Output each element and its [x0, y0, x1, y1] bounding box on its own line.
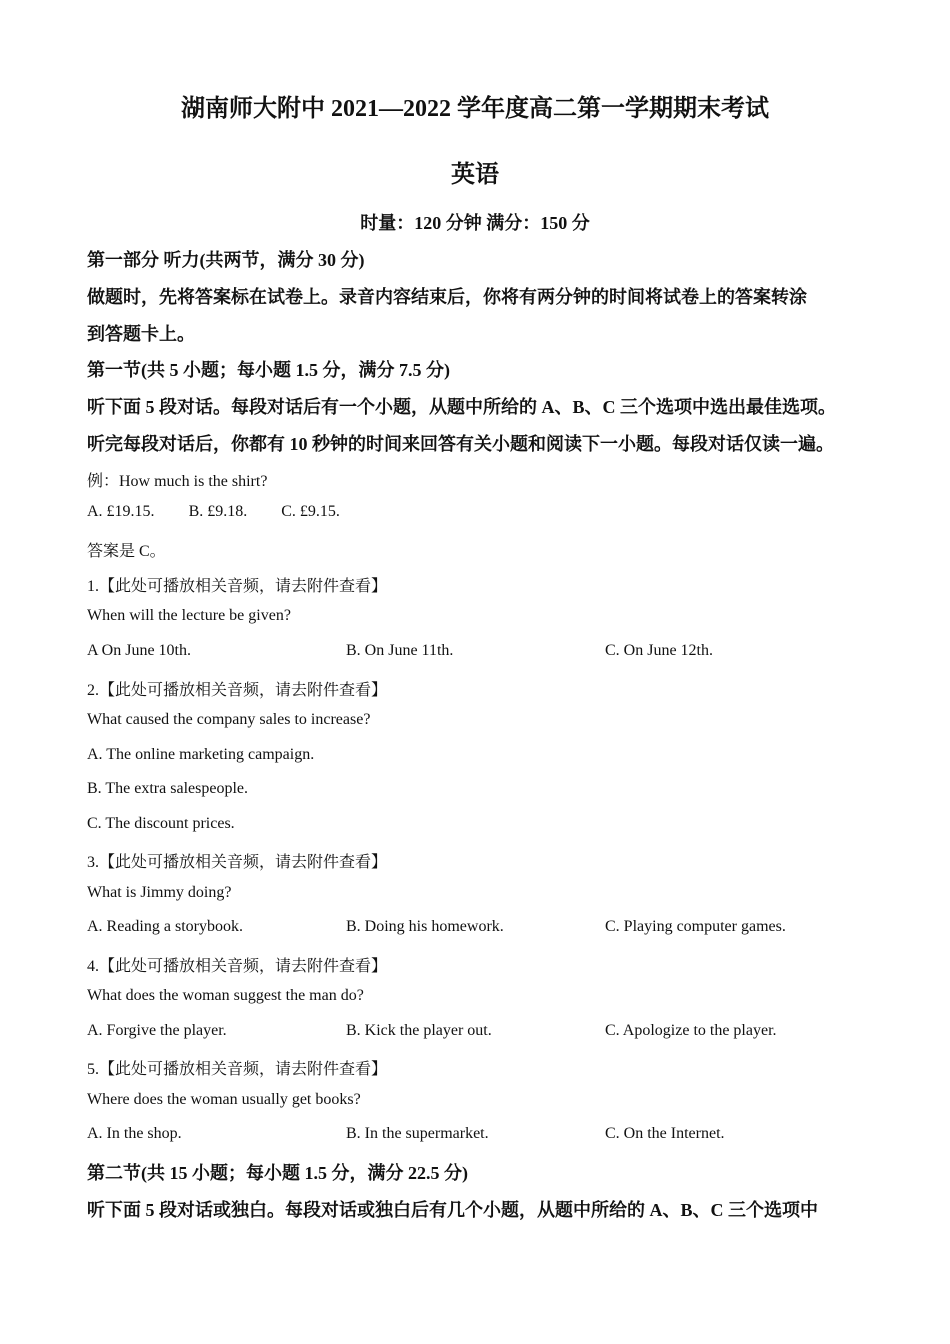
example-option-b: B. £9.18.	[188, 503, 248, 520]
q5-option-a: A. In the shop.	[87, 1125, 182, 1142]
q3-option-b: B. Doing his homework.	[346, 918, 504, 935]
section1-instruction-line1: 听下面 5 段对话。每段对话后有一个小题，从题中所给的 A、B、C 三个选项中选出最佳选项。	[87, 397, 836, 417]
q4-question: What does the woman suggest the man do?	[87, 987, 364, 1004]
q3-option-c: C. Playing computer games.	[605, 918, 786, 935]
part1-heading: 第一部分 听力(共两节，满分 30 分)	[87, 250, 365, 270]
exam-meta: 时量：120 分钟 满分：150 分	[360, 213, 590, 233]
q1-option-c: C. On June 12th.	[605, 642, 713, 659]
part1-instruction-line2: 到答题卡上。	[87, 324, 195, 344]
q5-option-c: C. On the Internet.	[605, 1125, 725, 1142]
example-option-c: C. £9.15.	[281, 503, 340, 520]
q4-option-b: B. Kick the player out.	[346, 1022, 492, 1039]
q1-option-b: B. On June 11th.	[346, 642, 454, 659]
q1-option-a: A On June 10th.	[87, 642, 191, 659]
q5-audio-note[interactable]: 5.【此处可播放相关音频，请去附件查看】	[87, 1061, 388, 1078]
section1-heading: 第一节(共 5 小题；每小题 1.5 分，满分 7.5 分)	[87, 360, 450, 380]
example-question: 例：How much is the shirt?	[87, 473, 268, 490]
section2-instruction-line1: 听下面 5 段对话或独白。每段对话或独白后有几个小题，从题中所给的 A、B、C 三个选项中	[87, 1200, 818, 1220]
q1-audio-note[interactable]: 1.【此处可播放相关音频，请去附件查看】	[87, 578, 388, 595]
q3-question: What is Jimmy doing?	[87, 884, 232, 901]
section1-instruction-line2: 听完每段对话后，你都有 10 秒钟的时间来回答有关小题和阅读下一小题。每段对话仅读一遍。	[87, 434, 834, 454]
example-option-a: A. £19.15.	[87, 503, 155, 520]
q2-option-a: A. The online marketing campaign.	[87, 746, 315, 763]
example-answer: 答案是 C。	[87, 543, 166, 560]
q5-option-b: B. In the supermarket.	[346, 1125, 489, 1142]
q5-question: Where does the woman usually get books?	[87, 1091, 361, 1108]
q2-audio-note[interactable]: 2.【此处可播放相关音频，请去附件查看】	[87, 682, 388, 699]
q4-audio-note[interactable]: 4.【此处可播放相关音频，请去附件查看】	[87, 958, 388, 975]
q4-option-c: C. Apologize to the player.	[605, 1022, 777, 1039]
q2-question: What caused the company sales to increase?	[87, 711, 371, 728]
q2-option-c: C. The discount prices.	[87, 815, 235, 832]
subject-title: 英语	[451, 162, 499, 188]
part1-instruction-line1: 做题时，先将答案标在试卷上。录音内容结束后，你将有两分钟的时间将试卷上的答案转涂	[87, 287, 807, 307]
q3-option-a: A. Reading a storybook.	[87, 918, 243, 935]
section2-heading: 第二节(共 15 小题；每小题 1.5 分，满分 22.5 分)	[87, 1163, 468, 1183]
q4-option-a: A. Forgive the player.	[87, 1022, 227, 1039]
q2-option-b: B. The extra salespeople.	[87, 780, 248, 797]
q3-audio-note[interactable]: 3.【此处可播放相关音频，请去附件查看】	[87, 854, 388, 871]
q1-question: When will the lecture be given?	[87, 607, 291, 624]
exam-title: 湖南师大附中 2021—2022 学年度高二第一学期期末考试	[181, 96, 769, 122]
example-options	[87, 503, 370, 521]
